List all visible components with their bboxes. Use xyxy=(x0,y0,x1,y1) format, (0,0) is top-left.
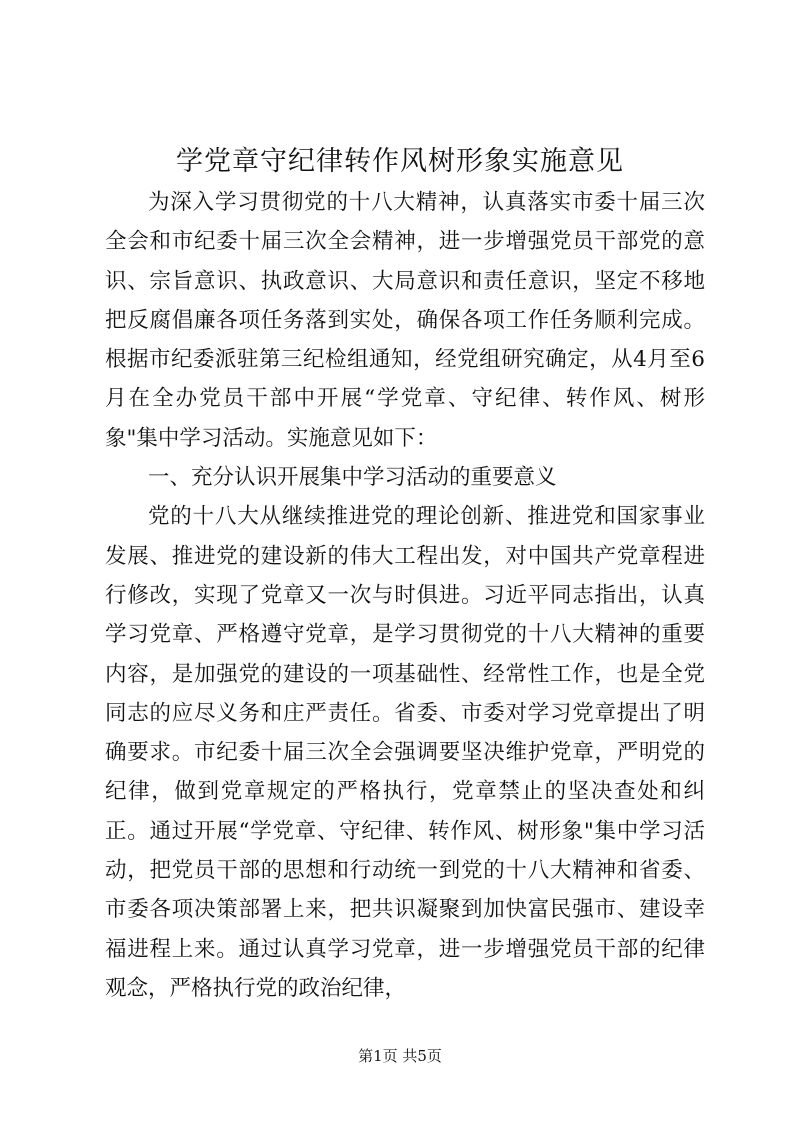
intro-paragraph: 为深入学习贯彻党的十八大精神，认真落实市委十届三次全会和市纪委十届三次全会精神，进一步增强党员干部党的意识、宗旨意识、执政意识、大局意识和责任意识，坚定不移地把反腐倡廉各项任务落到实处，确保各项工作任务顺利完成。根据市纪委派驻第三纪检组通知，经党组研究确定，从4月至6月在全办党员干部中开展“学党章、守纪律、转作风、树形象"集中学习活动。实施意见如下： xyxy=(105,190,705,451)
section-1-paragraph: 党的十八大从继续推进党的理论创新、推进党和国家事业发展、推进党的建设新的伟大工程出发，对中国共产党章程进行修改，实现了党章又一次与时俱进。习近平同志指出，认真学习党章、严格遵守党章，是学习贯彻党的十八大精神的重要内容，是加强党的建设的一项基础性、经常性工作，也是全党同志的应尽义务和庄严责任。省委、市委对学习党章提出了明确要求。市纪委十届三次全会强调要坚决维护党章，严明党的纪律，做到党章规定的严格执行，党章禁止的坚决查处和纠正。通过开展“学党章、守纪律、转作风、树形象"集中学习活动，把党员干部的思想和行动统一到党的十八大精神和省委、市委各项决策部署上来，把共识凝聚到加快富民强市、建设幸福进程上来。通过认真学习党章，进一步增强党员干部的纪律观念，严格执行党的政治纪律， xyxy=(105,504,705,1001)
page-footer: 第1页 共5页 xyxy=(358,1047,442,1065)
document-title: 学党章守纪律转作风树形象实施意见 xyxy=(176,146,624,177)
document-body xyxy=(105,183,705,1008)
section-heading-1: 一、充分认识开展集中学习活动的重要意义 xyxy=(148,465,557,491)
